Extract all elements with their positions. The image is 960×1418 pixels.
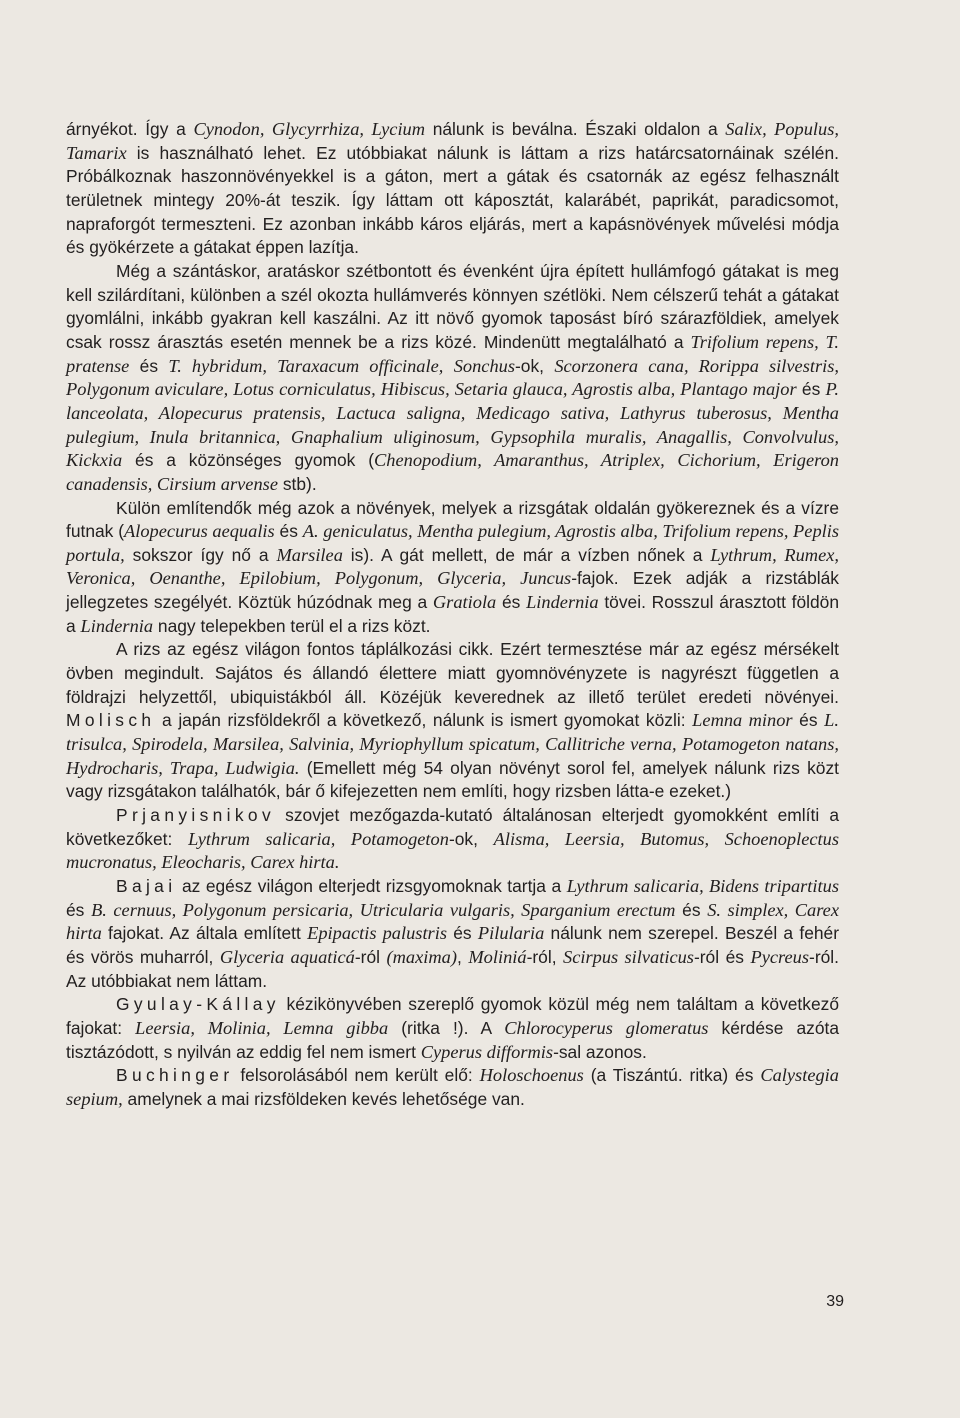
italic-taxon: Lemna minor xyxy=(692,710,793,731)
text-run: tövei. Rosszul árasztott földön a xyxy=(66,592,839,636)
italic-taxon: (maxima) xyxy=(386,946,457,967)
text-run: -ok, xyxy=(448,828,494,849)
italic-taxon: Lythrum salicaria, Potamogeton xyxy=(188,828,449,849)
page-number: 39 xyxy=(826,1293,844,1310)
text-run: és xyxy=(792,710,825,731)
text-run: A rizs az egész világon fontos táplálkozási cikk. Ezért termesztése már az egész mérsékelt övben megindult. Sajátos és állandó élettere miatt gyomnövényzete is nagyrészt független a földrajzi helyzettől, ubiquistákból áll. Közéjük keverednek az illető terület eredeti növényei. xyxy=(66,639,839,707)
text-run: nálunk nem szerepel. Beszél a fehér és vörös muharról, xyxy=(66,923,840,967)
paragraph xyxy=(66,497,839,639)
text-run: árnyékot. Így a xyxy=(66,119,194,139)
text-run: a japán rizsföldekről a következő, nálunk is ismert gyomokat közli: xyxy=(155,710,693,731)
paragraph xyxy=(66,993,839,1064)
body-text xyxy=(66,118,839,1112)
italic-taxon: Gratiola xyxy=(432,592,497,613)
text-run: szovjet mezőgazda-kutató általánosan elterjedt gyomokként említi a következőket: xyxy=(66,805,839,849)
italic-taxon: Calystegia sepium, xyxy=(66,1065,839,1109)
text-run: -sal azonos. xyxy=(553,1041,647,1062)
italic-taxon: Cyperus difformis xyxy=(420,1041,554,1062)
italic-taxon: Chlorocyperus glomeratus xyxy=(504,1017,709,1038)
text-run: amelynek a mai rizsföldeken kevés lehetősége van. xyxy=(122,1088,525,1109)
text-run: Külön említendők még azok a növények, melyek a rizsgátak oldalán gyökereznek és a vízre futnak ( xyxy=(66,497,839,542)
italic-taxon: Lythrum salicaria, Bidens tripartitus xyxy=(566,876,839,896)
text-run: -ok, xyxy=(515,355,555,376)
paragraph xyxy=(66,804,839,875)
text-run: stb). xyxy=(278,473,317,494)
italic-taxon: L. trisulca, Spirodela, Marsilea, Salvinia, Myriophyllum spicatum, Callitriche verna, Potamogeton natans, Hydrocharis, Trapa, Ludwigia. xyxy=(66,710,839,778)
text-run: és a közönséges gyomok ( xyxy=(122,450,375,471)
text-run: fajokat. Az általa említett xyxy=(101,923,308,944)
italic-taxon: Moliniá xyxy=(468,946,527,967)
italic-taxon: Leersia, Molinia, Lemna gibba xyxy=(135,1017,389,1038)
text-run: (a Tiszántú. ritka) és xyxy=(583,1065,761,1086)
text-run: kérdése azóta tisztázódott, s nyilván az eddig fel nem ismert xyxy=(66,1017,839,1062)
text-run: -ról, xyxy=(526,946,564,967)
text-run: az egész világon elterjedt rizsgyomoknak tartja a xyxy=(176,876,567,896)
text-run: (ritka !). A xyxy=(388,1017,505,1038)
italic-taxon: Pilularia xyxy=(477,923,545,944)
italic-taxon: T. hybridum, Taraxacum officinale, xyxy=(168,355,444,376)
text-run: nagy telepekben terül el a rizs közt. xyxy=(153,615,431,636)
italic-taxon: Cynodon, Glycyrrhiza, Lycium xyxy=(193,119,426,139)
italic-taxon: Sonchus xyxy=(453,355,515,376)
italic-taxon: Glyceria aquaticá xyxy=(219,946,355,967)
text-run: , xyxy=(457,946,469,967)
spaced-author-name: Molisch xyxy=(66,710,156,731)
italic-taxon: Lindernia xyxy=(80,615,154,636)
italic-taxon: Salix, Populus, Tamarix xyxy=(66,119,839,163)
italic-taxon: Scirpus silvaticus xyxy=(563,946,694,967)
text-run: és xyxy=(274,521,303,542)
italic-taxon: Scorzonera cana, Rorippa silvestris, Polygonum aviculare, Lotus corniculatus, Hibiscus, Setaria glauca, Agrostis alba, Plantago major xyxy=(66,355,840,400)
italic-taxon: B. cernuus, Polygonum persicaria, Utricularia vulgaris, Sparganium erectum xyxy=(91,899,676,920)
italic-taxon: Pycreus xyxy=(750,946,810,967)
text-run: is használható lehet. Ez utóbbiakat nálunk is láttam a rizs határcsatornáinak szélén. Próbálkoznak haszonnövényekkel is a gáton, mert a gátak és csatornák az egész felhasznált területnek mintegy 20%-át teszik. Így láttam ott káposztát, kalarábét, paprikát, paradicsomot, napraforgót termeszteni. Ez azonban inkább káros eljárás, mert a kapásnövények művelési módja és gyökérzete a gátakat éppen lazítja. xyxy=(66,142,839,258)
text-run: nálunk is beválna. Északi oldalon a xyxy=(425,119,726,139)
spaced-author-name: Gyulay-Kállay xyxy=(116,994,280,1015)
italic-taxon: A. geniculatus, Mentha pulegium, Agrostis alba, Trifolium repens, Peplis portula, xyxy=(66,521,840,565)
italic-taxon: Epipactis palustris xyxy=(307,923,447,944)
italic-taxon: Alopecurus aequalis xyxy=(124,521,275,542)
text-run: -ról. Az utóbbiakat nem láttam. xyxy=(66,946,839,991)
paragraph xyxy=(66,1064,839,1111)
italic-taxon: P. lanceolata, Alopecurus pratensis, Lactuca saligna, Medicago sativa, Lathyrus tuberosus, Mentha pulegium, Inula britannica, Gnaphalium uliginosum, Gypsophila muralis, Anagallis, Convolvulus, Kickxia xyxy=(66,379,840,471)
text-run: és xyxy=(496,592,527,613)
text-run: és xyxy=(129,355,169,376)
text-run: és xyxy=(675,899,708,920)
text-run: és xyxy=(66,899,92,920)
italic-taxon: Alisma, Leersia, Butomus, Schoenoplectus mucronatus, Eleocharis, Carex hirta. xyxy=(66,828,839,873)
italic-taxon: Chenopodium, Amaranthus, Atriplex, Cichorium, Erigeron canadensis, Cirsium arvense xyxy=(66,450,839,494)
paragraph xyxy=(66,118,839,260)
paragraph xyxy=(66,638,839,804)
text-run: -ról és xyxy=(693,946,751,967)
italic-taxon: Lindernia xyxy=(526,592,599,613)
italic-taxon: Marsilea xyxy=(276,544,343,565)
text-run xyxy=(443,356,453,376)
italic-taxon: Lythrum, Rumex, Veronica, Oenanthe, Epilobium, Polygonum, Glyceria, Juncus xyxy=(66,544,840,589)
paragraph xyxy=(66,260,839,497)
text-run: felsorolásából nem került elő: xyxy=(233,1065,480,1086)
text-run: kézikönyvében szereplő gyomok közül még nem találtam a következő fajokat: xyxy=(66,994,839,1038)
text-run: -fajok. Ezek adják a rizstáblák jellegzetes szegélyét. Köztük húzódnak meg a xyxy=(66,568,840,613)
text-run: és xyxy=(446,923,478,944)
text-run: Még a szántáskor, aratáskor szétbontott és évenként újra épített hullámfogó gátakat is meg kell szilárdítani, különben a szél okozta hullámverés könnyen szétlöki. Nem célszerű tehát a gátakat gyomlálni, inkább gyakran kell kaszálni. Az itt növő gyomok taposást bíró szárazföldiek, amelyek csak rossz árasztás esetén mennek be a rizs közé. Mindenütt megtalálható a xyxy=(66,260,839,352)
spaced-author-name: Prjanyisnikov xyxy=(116,805,276,826)
italic-taxon: Trifolium repens, T. pratense xyxy=(66,331,839,376)
italic-taxon: S. simplex, Carex hirta xyxy=(66,899,839,944)
text-run: sokszor így nő a xyxy=(124,544,277,565)
text-run: és xyxy=(796,379,826,400)
paragraph xyxy=(66,875,839,993)
spaced-author-name: Bajai xyxy=(116,876,177,896)
text-run: is). A gát mellett, de már a vízben nőnek a xyxy=(342,544,711,565)
text-run: -ról xyxy=(354,946,387,967)
italic-taxon: Holoschoenus xyxy=(479,1065,584,1086)
text-run: (Emellett még 54 olyan növényt sorol fel, amelyek nálunk rizs közt vagy rizsgátakon találhatók, bár ő kifejezetten nem említi, hogy rizsben látta-e ezeket.) xyxy=(66,757,839,802)
spaced-author-name: Buchinger xyxy=(116,1065,234,1086)
